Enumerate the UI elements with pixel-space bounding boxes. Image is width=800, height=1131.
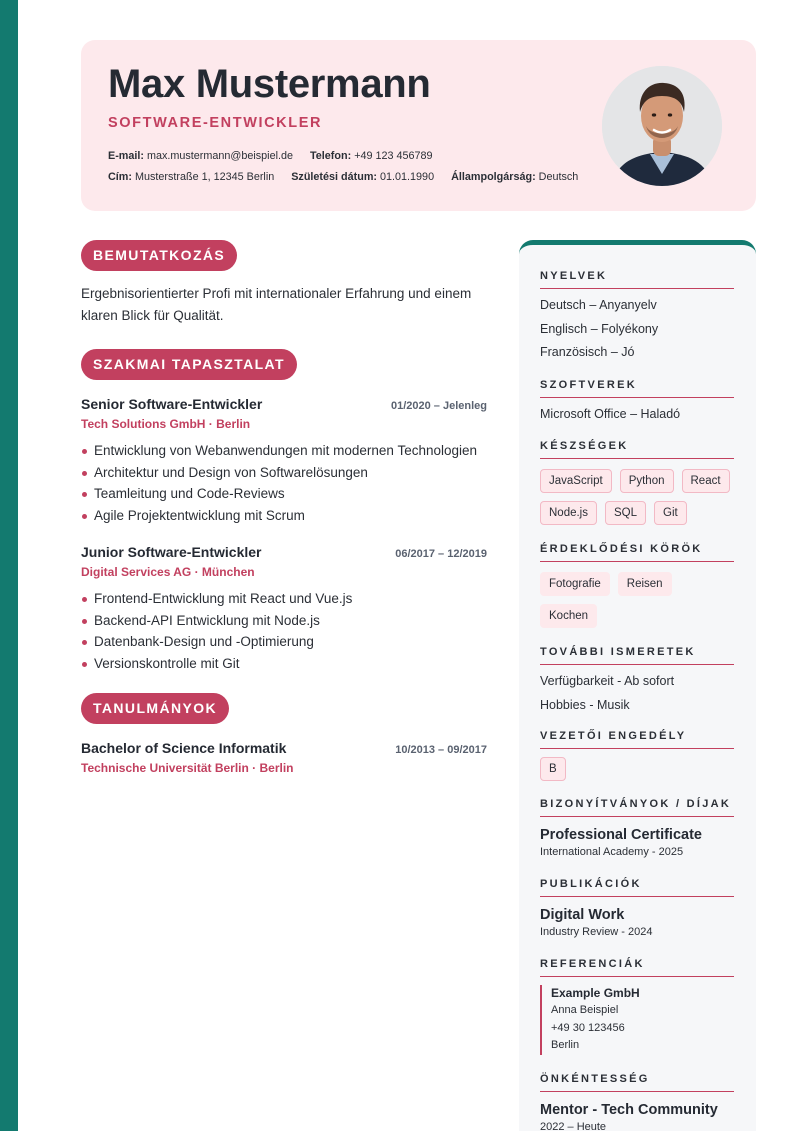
reference-person: Anna Beispiel (551, 1004, 619, 1016)
interest-tag: Fotografie (540, 572, 610, 596)
job-entry-bullets (81, 440, 491, 527)
volunteer-title: Mentor - Tech Community (540, 1101, 718, 1118)
contact-birthdate-value: 01.01.1990 (380, 171, 435, 183)
section-heading-education: TANULMÁNYOK (81, 693, 229, 724)
contact-email-label: E-mail: (108, 150, 144, 162)
publication-sub: Industry Review - 2024 (540, 926, 653, 938)
languages-section (540, 270, 734, 365)
contact-row-1 (108, 150, 447, 162)
sidebar-heading-certificates: BIZONYÍTVÁNYOK / DÍJAK (540, 798, 734, 817)
job-entry (81, 396, 491, 527)
sidebar (519, 240, 756, 1131)
volunteer-section (540, 1073, 734, 1131)
education-entry (81, 740, 491, 775)
sidebar-heading-languages: NYELVEK (540, 270, 734, 289)
bullet-item: Frontend-Entwicklung mit React und Vue.js (81, 588, 491, 610)
skills-tags (540, 469, 734, 525)
contact-nationality (451, 171, 578, 183)
intro-text: Ergebnisorientierter Profi mit internationaler Erfahrung und einem klaren Blick für Qualität. (81, 286, 472, 323)
sidebar-heading-additional: TOVÁBBI ISMERETEK (540, 646, 734, 665)
software-section (540, 379, 734, 427)
skill-tag: React (682, 469, 730, 493)
sidebar-content (540, 245, 734, 1131)
license-badge: B (540, 757, 566, 781)
volunteer-sub: 2022 – Heute (540, 1120, 607, 1131)
skill-tag: Node.js (540, 501, 597, 525)
bullet-item: Backend-API Entwicklung mit Node.js (81, 610, 491, 632)
contact-email-value: max.mustermann@beispiel.de (147, 150, 293, 162)
contact-address (108, 171, 274, 183)
certificate-title: Professional Certificate (540, 827, 702, 843)
license-section (540, 730, 734, 781)
job-entry-title: Senior Software-Entwickler (81, 396, 263, 412)
sidebar-heading-volunteer: ÖNKÉNTESSÉG (540, 1073, 734, 1092)
interest-tag: Kochen (540, 604, 597, 628)
bullet-item: Versionskontrolle mit Git (81, 653, 491, 675)
side-stripe (0, 0, 18, 1131)
skill-tag: Git (654, 501, 687, 525)
job-entry-date: 01/2020 – Jelenleg (390, 400, 487, 412)
certificate-sub: International Academy - 2025 (540, 846, 684, 858)
education-entry-date: 10/2013 – 09/2017 (395, 743, 487, 756)
additional-item: Hobbies - Musik (540, 697, 630, 712)
interest-tags (540, 572, 734, 628)
reference-company: Example GmbH (551, 986, 640, 1000)
education-entry-school: Technische Universität Berlin · Berlin (81, 760, 294, 775)
certificates-section (540, 798, 734, 858)
sidebar-heading-skills: KÉSZSÉGEK (540, 440, 734, 459)
skill-tag: JavaScript (540, 469, 612, 493)
language-item: Englisch – Folyékony (540, 321, 659, 336)
contact-nationality-value: Deutsch (538, 171, 579, 183)
skill-tag: SQL (605, 501, 646, 525)
language-item: Deutsch – Anyanyelv (540, 298, 657, 312)
bullet-item: Agile Projektentwicklung mit Scrum (81, 505, 491, 527)
job-entry-company: Tech Solutions GmbH · Berlin (81, 417, 251, 431)
profile-photo (602, 66, 722, 186)
job-entry (81, 544, 491, 675)
job-entry-bullets (81, 588, 491, 675)
header-card (81, 40, 756, 211)
skill-tag: Python (620, 469, 674, 493)
sidebar-heading-publications: PUBLIKÁCIÓK (540, 878, 734, 897)
skills-section (540, 440, 734, 525)
contact-row-2 (108, 171, 592, 183)
contact-email (108, 150, 293, 162)
contact-birthdate (291, 171, 434, 183)
profile-photo-illustration (602, 66, 722, 186)
additional-item: Verfügbarkeit - Ab sofort (540, 674, 675, 688)
interest-tag: Reisen (618, 572, 672, 596)
bullet-item: Teamleitung und Code-Reviews (81, 483, 491, 505)
reference-phone: +49 30 123456 (551, 1021, 625, 1034)
references-section (540, 958, 734, 1055)
main-column (81, 240, 491, 775)
job-title: SOFTWARE-ENTWICKLER (108, 115, 323, 131)
education-entry-title: Bachelor of Science Informatik (81, 739, 287, 756)
contact-phone-value: +49 123 456789 (354, 150, 433, 162)
job-entry-company: Digital Services AG · München (81, 564, 255, 579)
person-name: Max Mustermann (108, 62, 431, 106)
sidebar-heading-references: REFERENCIÁK (540, 958, 734, 977)
publications-section (540, 878, 734, 938)
section-heading-intro: BEMUTATKOZÁS (81, 240, 237, 271)
contact-address-label: Cím: (108, 171, 132, 183)
section-heading-experience: SZAKMAI TAPASZTALAT (81, 349, 297, 380)
sidebar-heading-license: VEZETŐI ENGEDÉLY (540, 730, 734, 749)
bullet-item: Datenbank-Design und -Optimierung (81, 631, 491, 653)
additional-section (540, 646, 734, 717)
contact-birthdate-label: Születési dátum: (291, 171, 378, 183)
language-item: Französisch – Jó (540, 345, 635, 359)
sidebar-heading-interests: ÉRDEKLŐDÉSI KÖRÖK (540, 543, 734, 562)
reference-city: Berlin (551, 1039, 580, 1051)
job-entry-title: Junior Software-Entwickler (81, 543, 262, 560)
contact-phone (310, 150, 433, 162)
job-entry-date: 06/2017 – 12/2019 (395, 547, 487, 560)
publication-title: Digital Work (540, 907, 625, 923)
interests-section (540, 543, 734, 628)
software-item: Microsoft Office – Haladó (540, 406, 681, 421)
contact-phone-label: Telefon: (310, 150, 352, 162)
bullet-item: Architektur und Design von Softwarelösungen (81, 462, 491, 484)
sidebar-heading-software: SZOFTVEREK (540, 379, 734, 398)
reference-card (540, 985, 734, 1055)
contact-nationality-label: Állampolgárság: (451, 171, 536, 183)
contact-address-value: Musterstraße 1, 12345 Berlin (135, 171, 275, 183)
bullet-item: Entwicklung von Webanwendungen mit modernen Technologien (81, 440, 491, 462)
